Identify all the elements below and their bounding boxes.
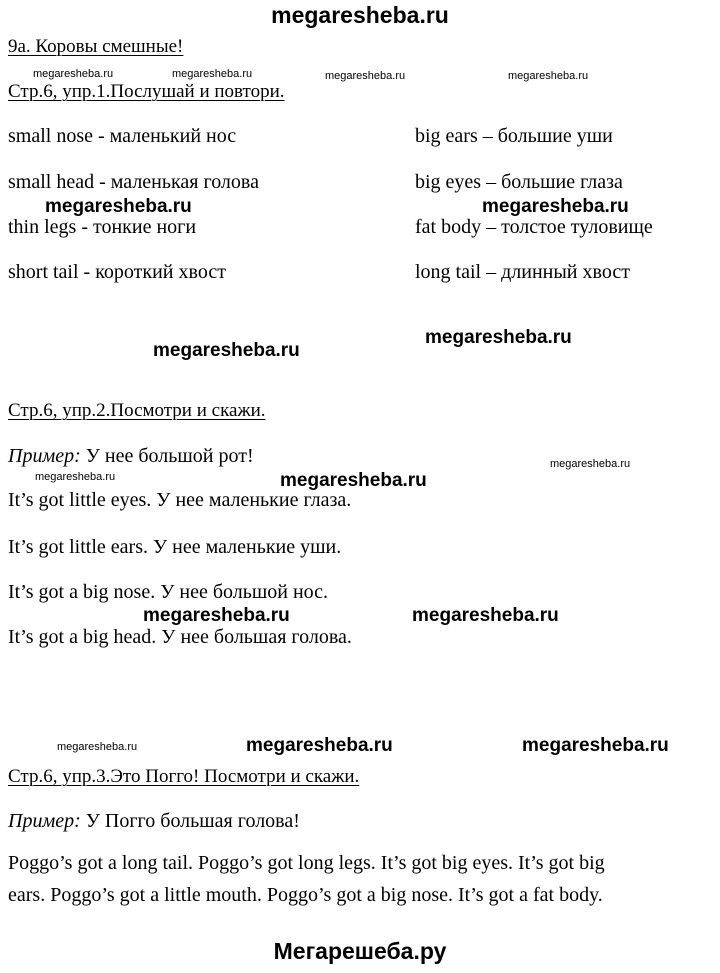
watermark: megaresheba.ru	[280, 470, 427, 491]
watermark: megaresheba.ru	[508, 70, 589, 82]
example-text: У нее большой рот!	[85, 445, 254, 467]
example-text: У Погго большая голова!	[85, 810, 300, 832]
example-label: Пример:	[8, 810, 81, 832]
watermark: megaresheba.ru	[172, 68, 253, 80]
watermark: megaresheba.ru	[33, 68, 114, 80]
watermark: megaresheba.ru	[482, 196, 629, 217]
watermark: megaresheba.ru	[522, 735, 669, 756]
vocab-left-item: thin legs - тонкие ноги	[8, 216, 197, 238]
watermark: megaresheba.ru	[143, 605, 290, 626]
example-label: Пример:	[8, 445, 81, 467]
exercise3-example	[8, 810, 300, 833]
watermark: megaresheba.ru	[412, 605, 559, 626]
exercise2-line: It’s got little eyes. У нее маленькие глаза.	[8, 489, 352, 511]
exercise3-answer-line: ears. Poggo’s got a little mouth. Poggo’s got a big nose. It’s got a fat body.	[8, 884, 603, 906]
vocab-right-item: big eyes – большие глаза	[415, 171, 623, 193]
vocab-right-item: big ears – большие уши	[415, 125, 613, 147]
site-footer-title: Мегарешеба.ру	[273, 938, 447, 964]
watermark: megaresheba.ru	[153, 340, 300, 361]
exercise2-heading: Стр.6, упр.2.Посмотри и скажи.	[8, 400, 266, 421]
exercise3-answer-line: Poggo’s got a long tail. Poggo’s got long legs. It’s got big eyes. It’s got big	[8, 852, 605, 874]
site-header-title: megaresheba.ru	[271, 2, 449, 28]
vocab-right-item: fat body – толстое туловище	[415, 216, 653, 238]
watermark: megaresheba.ru	[325, 70, 406, 82]
exercise1-heading: Стр.6, упр.1.Послушай и повтори.	[8, 81, 285, 102]
vocab-left-item: small head - маленькая голова	[8, 171, 259, 193]
watermark: megaresheba.ru	[246, 735, 393, 756]
lesson-title: 9a. Коровы смешные!	[8, 36, 184, 57]
vocab-left-item: short tail - короткий хвост	[8, 261, 226, 283]
exercise3-heading: Стр.6, упр.3.Это Погго! Посмотри и скажи.	[8, 766, 360, 787]
watermark: megaresheba.ru	[550, 458, 631, 470]
exercise2-example	[8, 445, 254, 468]
exercise2-line: It’s got a big nose. У нее большой нос.	[8, 581, 329, 603]
watermark: megaresheba.ru	[45, 196, 192, 217]
vocab-right-item: long tail – длинный хвост	[415, 261, 630, 283]
watermark: megaresheba.ru	[35, 471, 116, 483]
exercise2-line: It’s got little ears. У нее маленькие уши.	[8, 536, 342, 558]
exercise2-line: It’s got a big head. У нее большая голова.	[8, 626, 352, 648]
vocab-left-item: small nose - маленький нос	[8, 125, 237, 147]
watermark: megaresheba.ru	[57, 741, 138, 753]
watermark: megaresheba.ru	[425, 327, 572, 348]
